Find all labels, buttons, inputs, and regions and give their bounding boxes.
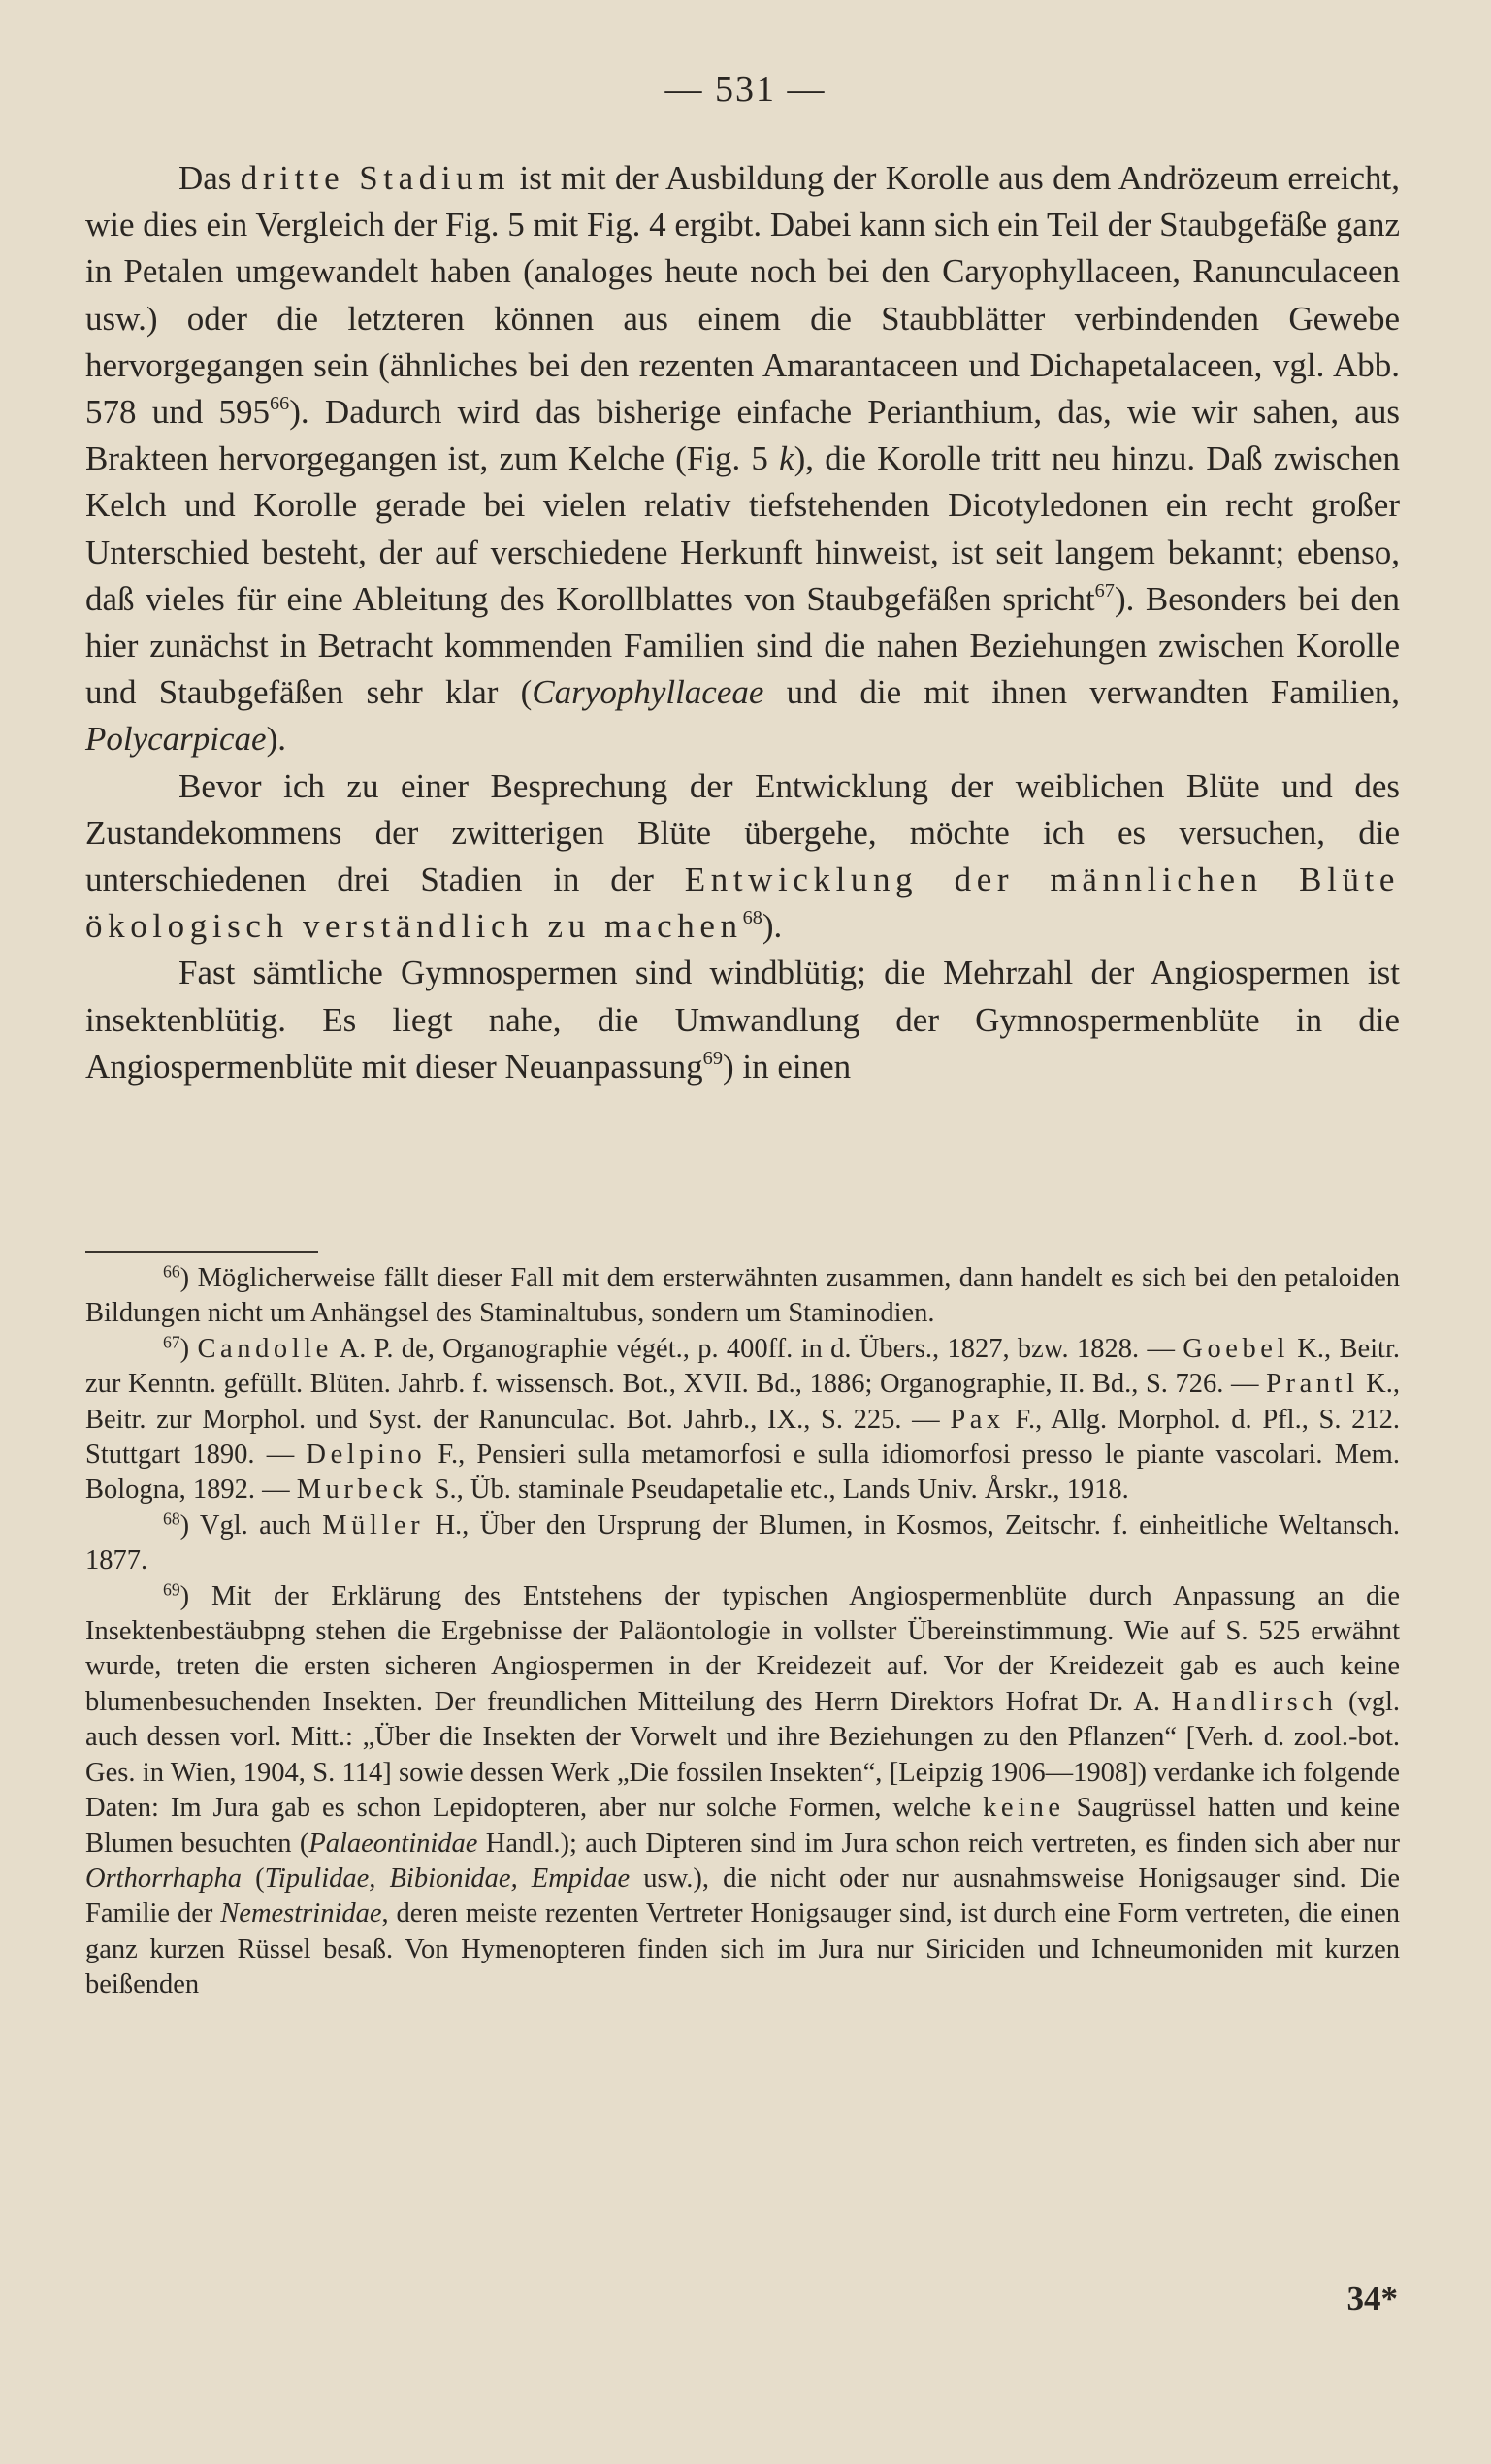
text-run: ). Besonders bei den hier zunächst in Betracht kommenden Familien sind die nahen Beziehungen zwischen Korolle und Staubgefäßen sehr klar (	[85, 579, 1401, 712]
signature-mark: 34*	[1346, 2280, 1398, 2318]
taxon-name: Polycarpicae	[85, 720, 267, 759]
footnote-number: 69	[163, 1578, 180, 1599]
footnote-text: (vgl. auch dessen vorl. Mitt.: „Über die Insekten der Vorwelt und ihre Beziehungen zu den Pflanzen“ [Verh. d. zool.-bot. Ges. in Wien, 1904, S. 114] sowie dessen Werk „Die fossilen Insekten“, [Leipzig 1906—1908]) verdanke ich folgende Daten: Im Jura gab es schon Lepidopteren, aber nur solche Formen, welche	[85, 1686, 1400, 1824]
footnote-text: A. P. de, Organographie végét., p. 400ff. in d. Übers., 1827, bzw. 1828. —	[332, 1333, 1183, 1364]
footnote-text: K., Beitr. zur Morphol. und Syst. der Ranunculac. Bot. Jahrb., IX., S. 225. —	[85, 1369, 1400, 1435]
taxon-name: Tipulidae, Bibionidae, Empidae	[264, 1863, 631, 1894]
footnote-text: Handl.); auch Dipteren sind im Jura schon reich vertreten, es finden sich aber nur	[477, 1828, 1400, 1859]
footnote-ref-66: 66	[270, 392, 290, 414]
footnote-text: ) Mit der Erklärung des Entstehens der typischen Angiospermenblüte durch Anpassung an die Insektenbestäubpng stehen die Ergebnisse der Paläontologie in vollster Übereinstimmung. Wie auf S. 525 erwähnt wurde, treten die ersten sicheren Angiospermen in der Kreidezeit auf. Vor der Kreidezeit gab es auch keine blumenbesuchenden Insekten. Der freundlichen Mitteilung des Herrn Direktors Hofrat Dr. A.	[85, 1580, 1400, 1717]
taxon-name: Orthorrhapha	[85, 1863, 243, 1894]
author-name: Müller	[322, 1509, 425, 1540]
footnote-number: 67	[163, 1332, 180, 1352]
taxon-name: Nemestrinidae	[220, 1898, 382, 1929]
footnote-text: (	[242, 1863, 265, 1894]
footnote-ref-68: 68	[742, 907, 762, 929]
footnotes	[85, 1261, 1400, 2003]
author-name: Delpino	[306, 1440, 427, 1471]
footnote-text: H., Über den Ursprung der Blumen, in Kosmos, Zeitschr. f. einheitliche Weltansch. 1877.	[85, 1509, 1401, 1576]
paragraph-1	[85, 155, 1400, 763]
spaced-emphasis: Entwicklung der männlichen Blüte ökologisch verständlich zu machen	[85, 860, 1400, 946]
footnote-67: $^{67}$) Candolle A. P. de, Organographie végét., p. 400ff. in d. Übers., 1827, bzw. 1828. — Goebel K., Beitr. zur Kenntn. gefüllt. Blüten. Jahrb. f. wissensch. Bot., XVII. Bd., 1886; Organographie, II. Bd., S. 726. — Prantl K., Beitr. zur Morphol. und Syst. der Ranunculac. Bot. Jahrb., IX., S. 225. — Pax F., Allg. Morphol. d. Pfl., S. 212. Stuttgart 1890. — Delpino F., Pensieri sulla metamorfosi e sulla idiomorfosi presso le piante vascolari. Mem. Bologna, 1892. — Murbeck S., Üb. staminale Pseudapetalie etc., Lands Univ. Årskr., 1918.	[85, 1332, 1401, 1506]
author-name: Candolle	[197, 1333, 333, 1364]
page-number: — 531 —	[664, 69, 827, 110]
footnote-text: F., Allg. Morphol. d. Pfl., S. 212. Stuttgart 1890. —	[85, 1404, 1400, 1471]
spaced-emphasis: dritte Stadium	[240, 159, 511, 197]
text-run: ), die Korolle tritt neu hinzu. Daß zwischen Kelch und Korolle gerade bei vielen relativ tiefstehenden Dicotyledonen ein recht großer Unterschied besteht, der auf verschiedene Herkunft hinweist, ist seit langem bekannt; ebenso, daß vieles für eine Ableitung des Korollblattes von Staubgefäßen spricht	[85, 439, 1400, 618]
author-name: Goebel	[1183, 1333, 1289, 1364]
text-run: Fast sämtliche Gymnospermen sind windblütig; die Mehrzahl der Angiospermen ist insektenblütig. Es liegt nahe, die Umwandlung der Gymnospermenblüte in die Angiospermenblüte mit dieser Neuanpassung	[85, 954, 1400, 1086]
taxon-name: Palaeontinidae	[308, 1828, 478, 1859]
text-run: Das	[178, 159, 241, 197]
text-run: ).	[762, 907, 783, 946]
footnote-69	[85, 1579, 1400, 2003]
footnote-divider	[85, 1251, 318, 1253]
taxon-name: Caryophyllaceae	[532, 673, 764, 712]
footnote-text: S., Üb. staminale Pseudapetalie etc., Lands Univ. Årskr., 1918.	[427, 1475, 1129, 1506]
footnote-text: ) Vgl. auch	[179, 1509, 323, 1540]
text-run: und die mit ihnen verwandten Familien,	[763, 673, 1400, 712]
text-run: ).	[266, 720, 286, 759]
main-text	[85, 155, 1400, 1090]
paragraph-3	[85, 950, 1400, 1090]
paragraph-2	[85, 763, 1400, 951]
text-run: Bevor ich zu einer Besprechung der Entwicklung der weiblichen Blüte und des Zustandekommens der zwitterigen Blüte übergehe, möchte ich es versuchen, die unterschiedenen drei Stadien in der	[85, 766, 1400, 899]
italic-label: k	[779, 439, 794, 478]
author-name: Prantl	[1266, 1369, 1359, 1400]
footnote-text: Saugrüssel hatten und keine Blumen besuchten (	[85, 1793, 1400, 1859]
author-name: Handlirsch	[1171, 1686, 1338, 1717]
footnote-number: 68	[163, 1508, 180, 1529]
footnote-text: ) Möglicherweise fällt dieser Fall mit dem ersterwähnten zusammen, dann handelt es sich bei den petaloiden Bildungen nicht um Anhängsel des Staminaltubus, sondern um Staminodien.	[85, 1263, 1400, 1329]
footnote-ref-69: 69	[702, 1047, 723, 1069]
footnote-68	[85, 1508, 1400, 1579]
footnote-text: K., Beitr. zur Kenntn. gefüllt. Blüten. Jahrb. f. wissensch. Bot., XVII. Bd., 1886; Organographie, II. Bd., S. 726. —	[85, 1333, 1401, 1400]
author-name: Pax	[950, 1404, 1005, 1435]
footnote-number: 66	[163, 1261, 180, 1281]
text-run: ) in einen	[722, 1047, 852, 1086]
footnote-text: F., Pensieri sulla metamorfosi e sulla idiomorfosi presso le piante vascolari. Mem. Bologna, 1892. —	[85, 1440, 1400, 1506]
footnote-66	[85, 1261, 1400, 1332]
text-run: ). Dadurch wird das bisherige einfache Perianthium, das, wie wir sahen, aus Brakteen hervorgegangen ist, zum Kelche (Fig. 5	[85, 393, 1401, 478]
footnote-text: , deren meiste rezenten Vertreter Honigsauger sind, ist durch eine Form vertreten, die einen ganz kurzen Rüssel besaß. Von Hymenopteren finden sich im Jura nur Siriciden und Ichneumoniden mit kurzen beißenden	[85, 1898, 1400, 2000]
footnote-text: usw.), die nicht oder nur ausnahmsweise Honigsauger sind. Die Familie der	[85, 1863, 1400, 1929]
text-run: ist mit der Ausbildung der Korolle aus dem Andrözeum erreicht, wie dies ein Vergleich der Fig. 5 mit Fig. 4 ergibt. Dabei kann sich ein Teil der Staubgefäße ganz in Petalen umgewandelt haben (analoges heute noch bei den Caryophyllaceen, Ranunculaceen usw.) oder die letzteren können aus einem die Staubblätter verbindenden Gewebe hervorgegangen sein (ähnliches bei den rezenten Amarantaceen und Dichapetalaceen, vgl. Abb. 578 und 595	[85, 159, 1400, 432]
spaced-emphasis: keine	[983, 1793, 1065, 1824]
footnote-ref-67: 67	[1094, 579, 1115, 601]
author-name: Murbeck	[296, 1475, 428, 1506]
